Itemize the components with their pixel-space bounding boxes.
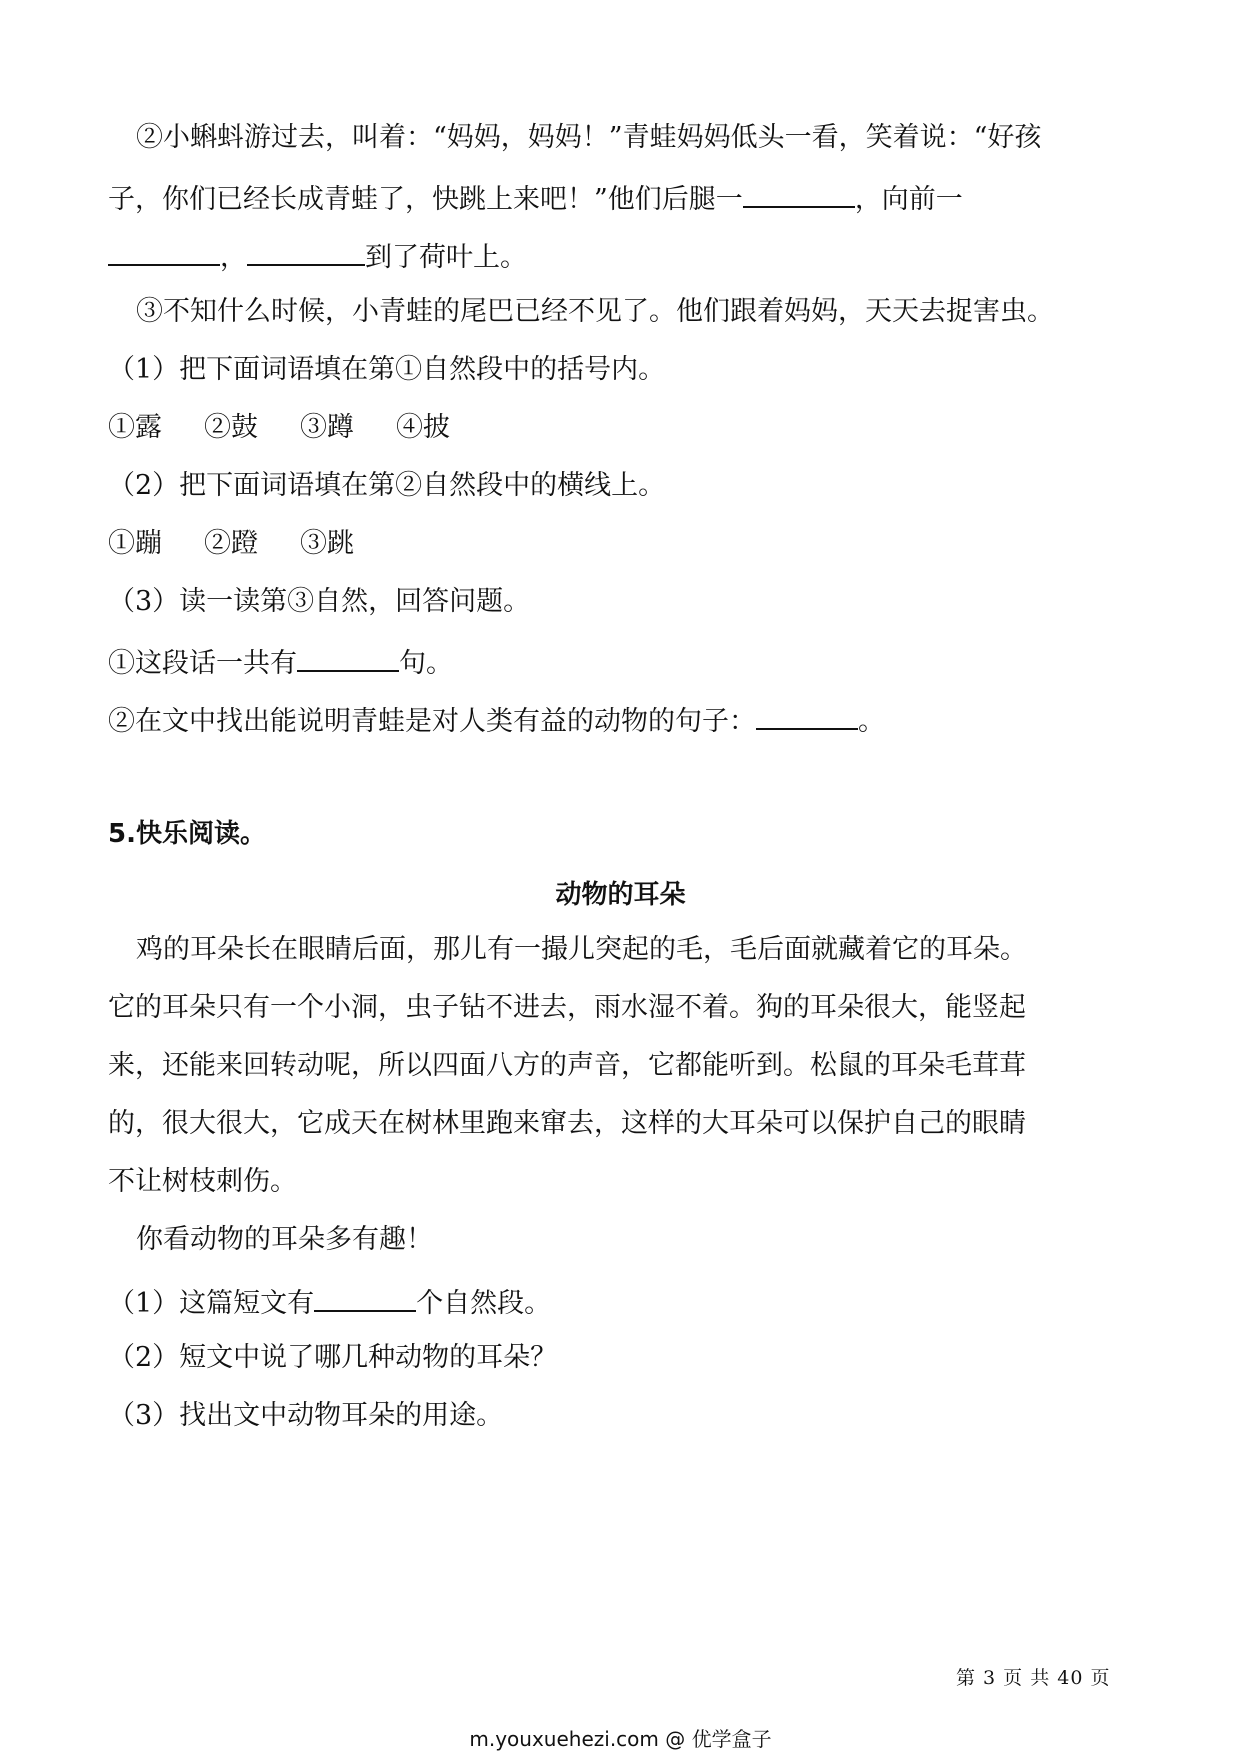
q5-sub1-pre: （1）这篇短文有: [108, 1288, 315, 1319]
option-deng: ②蹬: [204, 528, 258, 559]
q4-sub3-a-post: 句。: [399, 648, 453, 679]
q4-sub2: （2）把下面词语填在第②自然段中的横线上。: [108, 470, 666, 501]
q4-sub3-a-pre: ①这段话一共有: [108, 648, 297, 679]
q5-body-line1: 鸡的耳朵长在眼睛后面，那儿有一撮儿突起的毛，毛后面就藏着它的耳朵。: [136, 934, 1027, 965]
q4-para2-line1: ②小蝌蚪游过去，叫着：“妈妈，妈妈！”青蛙妈妈低头一看，笑着说：“好孩: [136, 122, 1042, 153]
q4-sub1-options: [108, 410, 492, 446]
option-tiao: ③跳: [300, 528, 354, 559]
fill-blank-3[interactable]: [247, 236, 365, 266]
q5-sub1: [108, 1282, 551, 1322]
q5-sub3: （3）找出文中动物耳朵的用途。: [108, 1400, 504, 1431]
q4-para2-line3-tail: 到了荷叶上。: [365, 242, 527, 273]
option-lu: ①露: [108, 412, 162, 443]
q5-heading: 5.快乐阅读。: [108, 819, 266, 849]
fill-blank-2[interactable]: [108, 236, 220, 266]
q4-sub3-b-post: 。: [858, 706, 885, 737]
q5-closing: 你看动物的耳朵多有趣！: [136, 1224, 433, 1255]
q5-body-line4: 的，很大很大，它成天在树林里跑来窜去，这样的大耳朵可以保护自己的眼睛: [108, 1108, 1026, 1139]
q4-sub1: （1）把下面词语填在第①自然段中的括号内。: [108, 354, 666, 385]
q5-title: 动物的耳朵: [555, 880, 686, 910]
option-dun: ③蹲: [300, 412, 354, 443]
fill-blank-sentence-count[interactable]: [297, 642, 399, 672]
q4-sub3-b-pre: ②在文中找出能说明青蛙是对人类有益的动物的句子：: [108, 706, 756, 737]
page-number: 第 3 页 共 40 页: [956, 1667, 1111, 1689]
q4-para2-line2: [108, 178, 963, 218]
q4-sub3: （3）读一读第③自然，回答问题。: [108, 586, 531, 617]
q5-body-line5: 不让树枝刺伤。: [108, 1166, 297, 1197]
q4-para2-line3: [108, 236, 527, 276]
site-watermark: m.youxuehezi.com @ 优学盒子: [469, 1727, 772, 1751]
option-gu: ②鼓: [204, 412, 258, 443]
q5-body-line3: 来，还能来回转动呢，所以四面八方的声音，它都能听到。松鼠的耳朵毛茸茸: [108, 1050, 1026, 1081]
q5-sub2: （2）短文中说了哪几种动物的耳朵？: [108, 1342, 558, 1373]
q4-sub3-b: [108, 700, 885, 740]
fill-blank-sentence[interactable]: [756, 700, 858, 730]
q4-para2-line2-tail: ，向前一: [854, 184, 963, 215]
q4-para3: ③不知什么时候，小青蛙的尾巴已经不见了。他们跟着妈妈，天天去捉害虫。: [136, 296, 1054, 327]
option-pi: ④披: [396, 412, 450, 443]
q5-body-line2: 它的耳朵只有一个小洞，虫子钻不进去，雨水湿不着。狗的耳朵很大，能竖起: [108, 992, 1026, 1023]
q4-para2-line3-sep: ，: [220, 242, 247, 273]
q4-sub2-options: [108, 526, 396, 562]
fill-blank-1[interactable]: [743, 178, 855, 208]
q5-sub1-post: 个自然段。: [416, 1288, 552, 1319]
fill-blank-paragraph-count[interactable]: [314, 1282, 416, 1312]
q4-para2-line2-text: 子，你们已经长成青蛙了，快跳上来吧！”他们后腿一: [108, 184, 743, 215]
q4-sub3-a: [108, 642, 453, 682]
option-beng: ①蹦: [108, 528, 162, 559]
